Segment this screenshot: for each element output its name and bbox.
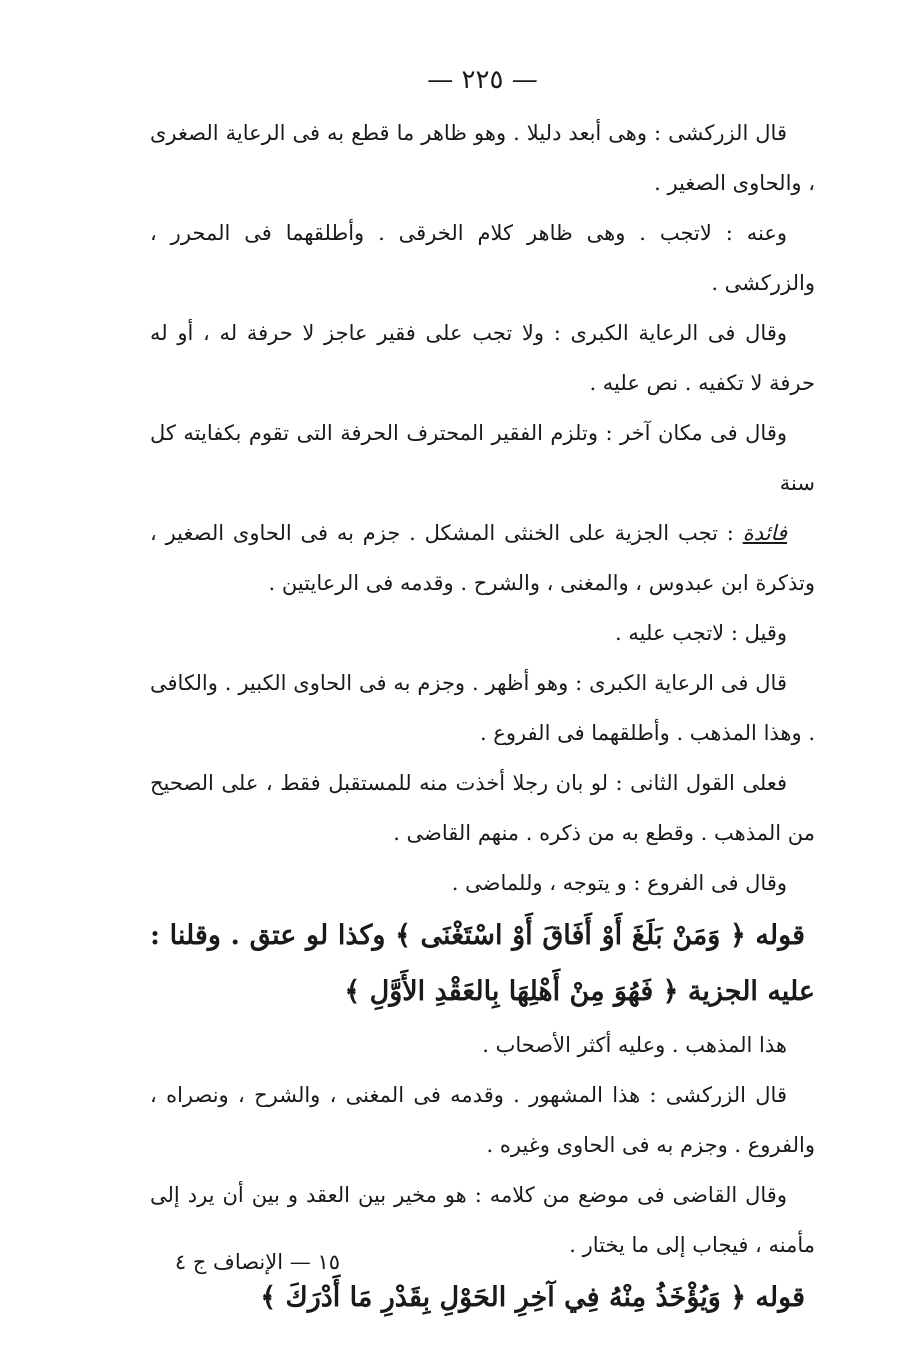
- paragraph-zarkashi-2: قال الزركشى : هذا المشهور . وقدمه فى المغنى ، والشرح ، ونصراه ، والفروع . وجزم به فى الحاوى وغيره .: [150, 1083, 815, 1157]
- paragraph-makan-akhar: وقال فى مكان آخر : وتلزم الفقير المحترف الحرفة التى تقوم بكفايته كل سنة: [150, 421, 815, 495]
- heading-qawluhu-2: قوله ﴿ وَيُؤْخَذُ مِنْهُ فِي آخِرِ الحَوْلِ بِقَدْرِ مَا أَدْرَكَ ﴾: [260, 1282, 805, 1313]
- page-number: — ٢٢٥ —: [427, 65, 538, 95]
- faida-text: : تجب الجزية على الخنثى المشكل . جزم به فى الحاوى الصغير ، وتذكرة ابن عبدوس ، والمغنى ، والشرح . وقدمه فى الرعايتين .: [150, 521, 815, 595]
- paragraph-furu: وقال فى الفروع : و يتوجه ، وللماضى .: [451, 871, 787, 895]
- paragraph-madhhab: هذا المذهب . وعليه أكثر الأصحاب .: [482, 1033, 787, 1057]
- paragraph-riaya-kubra-1: وقال فى الرعاية الكبرى : ولا تجب على فقير عاجز لا حرفة له ، أو له حرفة لا تكفيه . نص عليه .: [150, 321, 815, 395]
- paragraph-faida: [150, 508, 815, 608]
- page-footer: ١٥ — الإنصاف ج ٤: [174, 1250, 340, 1274]
- paragraph-wa-qila: وقيل : لاتجب عليه .: [615, 621, 787, 645]
- paragraph-qawl-thani: فعلى القول الثانى : لو بان رجلا أخذت منه للمستقبل فقط ، على الصحيح من المذهب . وقطع به من ذكره . منهم القاضى .: [150, 771, 815, 845]
- page-body: [150, 60, 815, 1326]
- heading-qawluhu-1: قوله ﴿ وَمَنْ بَلَغَ أَوْ أَفَاقَ أَوْ اسْتَغْنَى ﴾ وكذا لو عتق . وقلنا : عليه الجزية ﴿ فَهُوَ مِنْ أَهْلِهَا بِالعَقْدِ الأَوَّلِ ﴾: [150, 920, 815, 1007]
- paragraph-zarkashi-1: قال الزركشى : وهى أبعد دليلا . وهو ظاهر ما قطع به فى الرعاية الصغرى ، والحاوى الصغير .: [150, 121, 815, 195]
- paragraph-wa-anhu: وعنه : لاتجب . وهى ظاهر كلام الخرقى . وأطلقهما فى المحرر ، والزركشى .: [150, 221, 815, 295]
- faida-label: فائدة: [742, 521, 787, 545]
- paragraph-qadi: وقال القاضى فى موضع من كلامه : هو مخير بين العقد و بين أن يرد إلى مأمنه ، فيجاب إلى ما يختار .: [150, 1183, 815, 1257]
- paragraph-riaya-kubra-2: قال فى الرعاية الكبرى : وهو أظهر . وجزم به فى الحاوى الكبير . والكافى . وهذا المذهب . وأطلقهما فى الفروع .: [150, 671, 815, 745]
